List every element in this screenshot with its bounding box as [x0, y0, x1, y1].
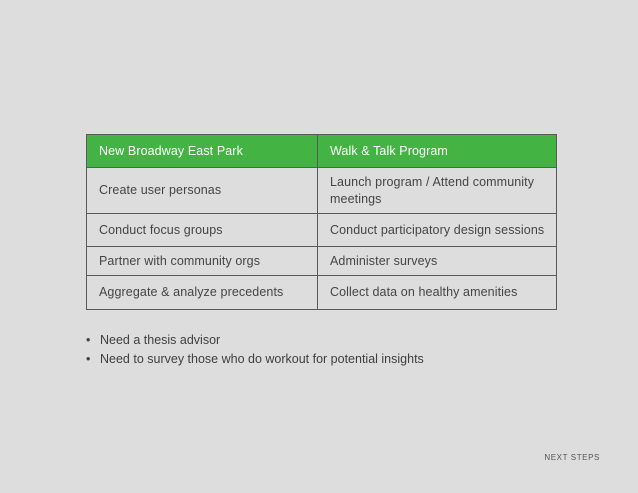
table-row	[87, 168, 557, 214]
table-cell: Collect data on healthy amenities	[318, 276, 557, 310]
bullet-icon: •	[86, 333, 91, 347]
table-cell: Create user personas	[87, 168, 318, 214]
section-label: NEXT STEPS	[544, 453, 600, 462]
table-header-row	[87, 135, 557, 168]
table-header-park: New Broadway East Park	[87, 135, 318, 168]
notes-list	[86, 331, 424, 369]
note-text: Need to survey those who do workout for potential insights	[100, 352, 424, 366]
list-item	[86, 350, 424, 369]
table-row	[87, 214, 557, 247]
table-cell: Aggregate & analyze precedents	[87, 276, 318, 310]
table-row	[87, 276, 557, 310]
table-cell: Partner with community orgs	[87, 247, 318, 276]
next-steps-table	[86, 134, 557, 310]
table-header-program: Walk & Talk Program	[318, 135, 557, 168]
table-cell: Launch program / Attend community meetings	[318, 168, 557, 214]
table-row	[87, 247, 557, 276]
table-cell: Conduct focus groups	[87, 214, 318, 247]
note-text: Need a thesis advisor	[100, 333, 221, 347]
bullet-icon: •	[86, 352, 91, 366]
table-cell: Conduct participatory design sessions	[318, 214, 557, 247]
table-cell: Administer surveys	[318, 247, 557, 276]
list-item	[86, 331, 424, 350]
